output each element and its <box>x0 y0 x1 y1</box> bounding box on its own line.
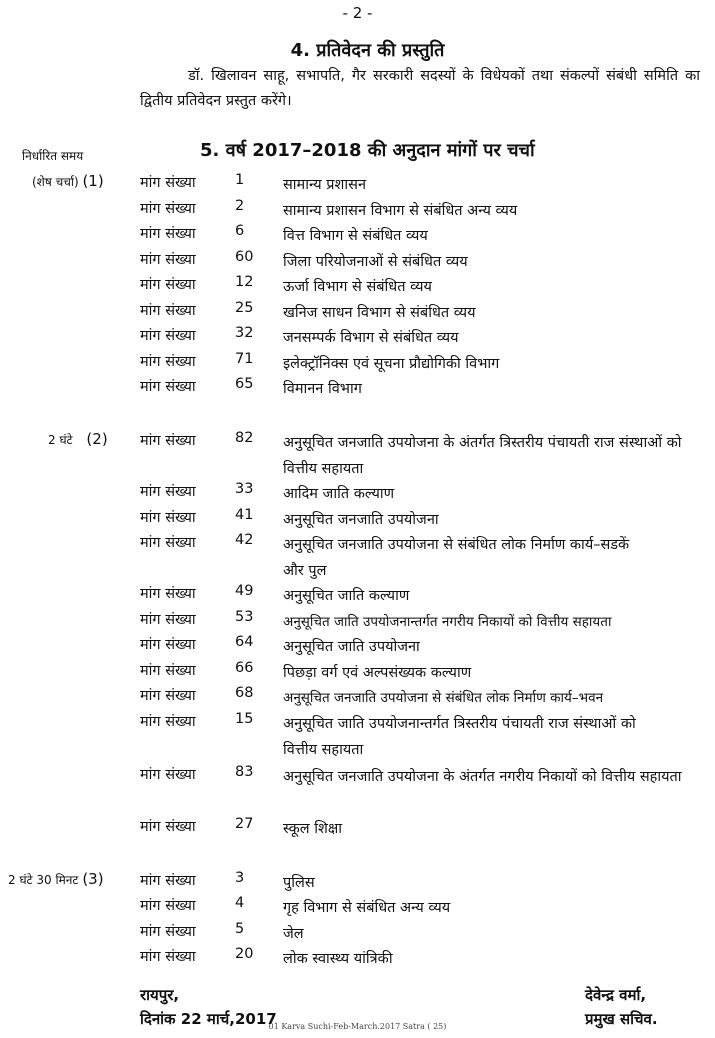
demand-title: वित्त विभाग से संबंधित व्यय <box>283 228 428 244</box>
demand-row <box>0 532 715 579</box>
demand-label: मांग संख्या <box>140 354 196 370</box>
demand-row <box>0 481 715 506</box>
page-number: - 2 - <box>342 4 373 22</box>
demand-title: खनिज साधन विभाग से संबंधित व्यय <box>283 305 476 321</box>
demand-number: 27 <box>235 816 254 832</box>
demand-title: जनसम्पर्क विभाग से संबंधित व्यय <box>283 330 459 346</box>
group-index: (2) <box>86 430 108 448</box>
demand-number: 32 <box>235 325 254 341</box>
demand-number: 15 <box>235 711 254 727</box>
demand-number: 4 <box>235 895 245 911</box>
demand-title: पुलिस <box>283 875 315 891</box>
demand-number: 6 <box>235 223 245 239</box>
demand-number: 66 <box>235 660 254 676</box>
demand-title: अनुसूचित जनजाति उपयोजना से संबंधित लोक निर्माण कार्य–भवन <box>283 690 604 706</box>
demand-number: 71 <box>235 351 254 367</box>
demand-row <box>0 274 715 299</box>
demand-row <box>0 870 715 895</box>
demand-row <box>0 507 715 532</box>
demand-title: सामान्य प्रशासन विभाग से संबंधित अन्य व्यय <box>283 203 518 219</box>
demand-row <box>0 609 715 634</box>
section-4-paragraph: डॉ. खिलावन साहू, सभापति, गैर सरकारी सदस्यों के विधेयकों तथा संकल्पों संबंधी समिति का द्वितीय प्रतिवेदन प्रस्तुत करेंगे। <box>140 68 700 109</box>
demand-number: 3 <box>235 870 245 886</box>
demand-label: मांग संख्या <box>140 379 196 395</box>
demand-row <box>0 300 715 325</box>
group-index: (3) <box>82 870 104 888</box>
signatory-name: देवेन्द्र वर्मा, <box>585 986 647 1004</box>
demand-number: 60 <box>235 249 254 265</box>
demand-title: गृह विभाग से संबंधित अन्य व्यय <box>283 900 451 916</box>
group-time-text: 2 घंटे <box>48 433 73 447</box>
file-footnote: 01 Karva Suchi-Feb-March.2017 Satra ( 25) <box>268 1022 447 1031</box>
demand-row <box>0 660 715 685</box>
demand-label: मांग संख्या <box>140 898 196 914</box>
demand-label: मांग संख्या <box>140 714 196 730</box>
demand-label: मांग संख्या <box>140 949 196 965</box>
demand-label: मांग संख्या <box>140 277 196 293</box>
demand-number: 1 <box>235 172 245 188</box>
demand-label: मांग संख्या <box>140 252 196 268</box>
demand-row <box>0 685 715 710</box>
demand-row <box>0 351 715 376</box>
demand-label: मांग संख्या <box>140 535 196 551</box>
demand-number: 82 <box>235 430 254 446</box>
demand-title: आदिम जाति कल्याण <box>283 486 395 502</box>
place: रायपुर, <box>140 986 180 1004</box>
demand-row <box>0 249 715 274</box>
demand-number: 49 <box>235 583 254 599</box>
demand-row <box>0 921 715 946</box>
demand-title: अनुसूचित जनजाति उपयोजना से संबंधित लोक निर्माण कार्य–सडकें और पुल <box>283 537 630 579</box>
demand-title: पिछड़ा वर्ग एवं अल्पसंख्यक कल्याण <box>283 665 472 681</box>
demand-label: मांग संख्या <box>140 924 196 940</box>
demand-number: 25 <box>235 300 254 316</box>
demand-row <box>0 895 715 920</box>
date: दिनांक 22 मार्च,2017 <box>140 1010 277 1028</box>
demand-row <box>0 764 715 789</box>
demand-title: अनुसूचित जाति कल्याण <box>283 588 410 604</box>
demand-title: अनुसूचित जनजाति उपयोजना के अंतर्गत त्रिस्तरीय पंचायती राज संस्थाओं को वित्तीय सहायता <box>283 435 682 477</box>
demand-row <box>0 223 715 248</box>
demand-label: मांग संख्या <box>140 819 196 835</box>
demand-number: 20 <box>235 946 254 962</box>
demand-label: मांग संख्या <box>140 328 196 344</box>
demand-row <box>0 325 715 350</box>
demand-title: अनुसूचित जनजाति उपयोजना के अंतर्गत नगरीय निकायों को वित्तीय सहायता <box>283 769 682 785</box>
group-index: (1) <box>82 172 104 190</box>
demand-title: लोक स्वास्थ्य यांत्रिकी <box>283 951 393 967</box>
demand-row <box>0 376 715 401</box>
demand-label: मांग संख्या <box>140 175 196 191</box>
demand-label: मांग संख्या <box>140 226 196 242</box>
demand-number: 83 <box>235 764 254 780</box>
demand-number: 42 <box>235 532 254 548</box>
demand-title: ऊर्जा विभाग से संबंधित व्यय <box>283 279 432 295</box>
demand-number: 2 <box>235 198 245 214</box>
demand-label: मांग संख्या <box>140 873 196 889</box>
demand-row <box>0 198 715 223</box>
allotted-time-label: निर्धारित समय <box>22 149 84 163</box>
demand-number: 64 <box>235 634 254 650</box>
signatory-title: प्रमुख सचिव. <box>585 1010 658 1028</box>
demand-number: 33 <box>235 481 254 497</box>
demand-label: मांग संख्या <box>140 637 196 653</box>
demand-label: मांग संख्या <box>140 767 196 783</box>
section-5-heading: 5. वर्ष 2017–2018 की अनुदान मांगों पर चर्चा <box>200 140 535 161</box>
demand-label: मांग संख्या <box>140 303 196 319</box>
demand-number: 41 <box>235 507 254 523</box>
demand-label: मांग संख्या <box>140 586 196 602</box>
demand-label: मांग संख्या <box>140 663 196 679</box>
demand-title: अनुसूचित जाति उपयोजनान्तर्गत नगरीय निकायों को वित्तीय सहायता <box>283 614 612 630</box>
demand-row <box>0 430 715 477</box>
demand-row <box>0 946 715 971</box>
demand-label: मांग संख्या <box>140 688 196 704</box>
demand-title: विमानन विभाग <box>283 381 362 397</box>
section-4-heading: 4. प्रतिवेदन की प्रस्तुति <box>290 40 445 61</box>
demand-title: जेल <box>283 926 304 942</box>
demand-number: 12 <box>235 274 254 290</box>
demand-title: अनुसूचित जनजाति उपयोजना <box>283 512 439 528</box>
demand-label: मांग संख्या <box>140 433 196 449</box>
group-time-text: (शेष चर्चा) <box>32 175 79 189</box>
demand-title: स्कूल शिक्षा <box>283 821 342 837</box>
demand-number: 5 <box>235 921 245 937</box>
demand-label: मांग संख्या <box>140 201 196 217</box>
demand-number: 65 <box>235 376 254 392</box>
demand-number: 68 <box>235 685 254 701</box>
demand-title: इलेक्ट्रॉनिक्स एवं सूचना प्रौद्योगिकी विभाग <box>283 356 500 372</box>
demand-title: सामान्य प्रशासन <box>283 177 366 193</box>
demand-row <box>0 711 715 758</box>
group-time-text: 2 घंटे 30 मिनट <box>8 873 79 887</box>
demand-title: अनुसूचित जाति उपयोजना <box>283 639 420 655</box>
demand-row <box>0 172 715 197</box>
demand-row <box>0 583 715 608</box>
demand-label: मांग संख्या <box>140 484 196 500</box>
demand-row <box>0 816 715 841</box>
demand-title: जिला परियोजनाओं से संबंधित व्यय <box>283 254 468 270</box>
demand-label: मांग संख्या <box>140 612 196 628</box>
demand-title: अनुसूचित जाति उपयोजनान्तर्गत त्रिस्तरीय पंचायती राज संस्थाओं को वित्तीय सहायता <box>283 716 636 758</box>
demand-label: मांग संख्या <box>140 510 196 526</box>
demand-row <box>0 634 715 659</box>
demand-number: 53 <box>235 609 254 625</box>
